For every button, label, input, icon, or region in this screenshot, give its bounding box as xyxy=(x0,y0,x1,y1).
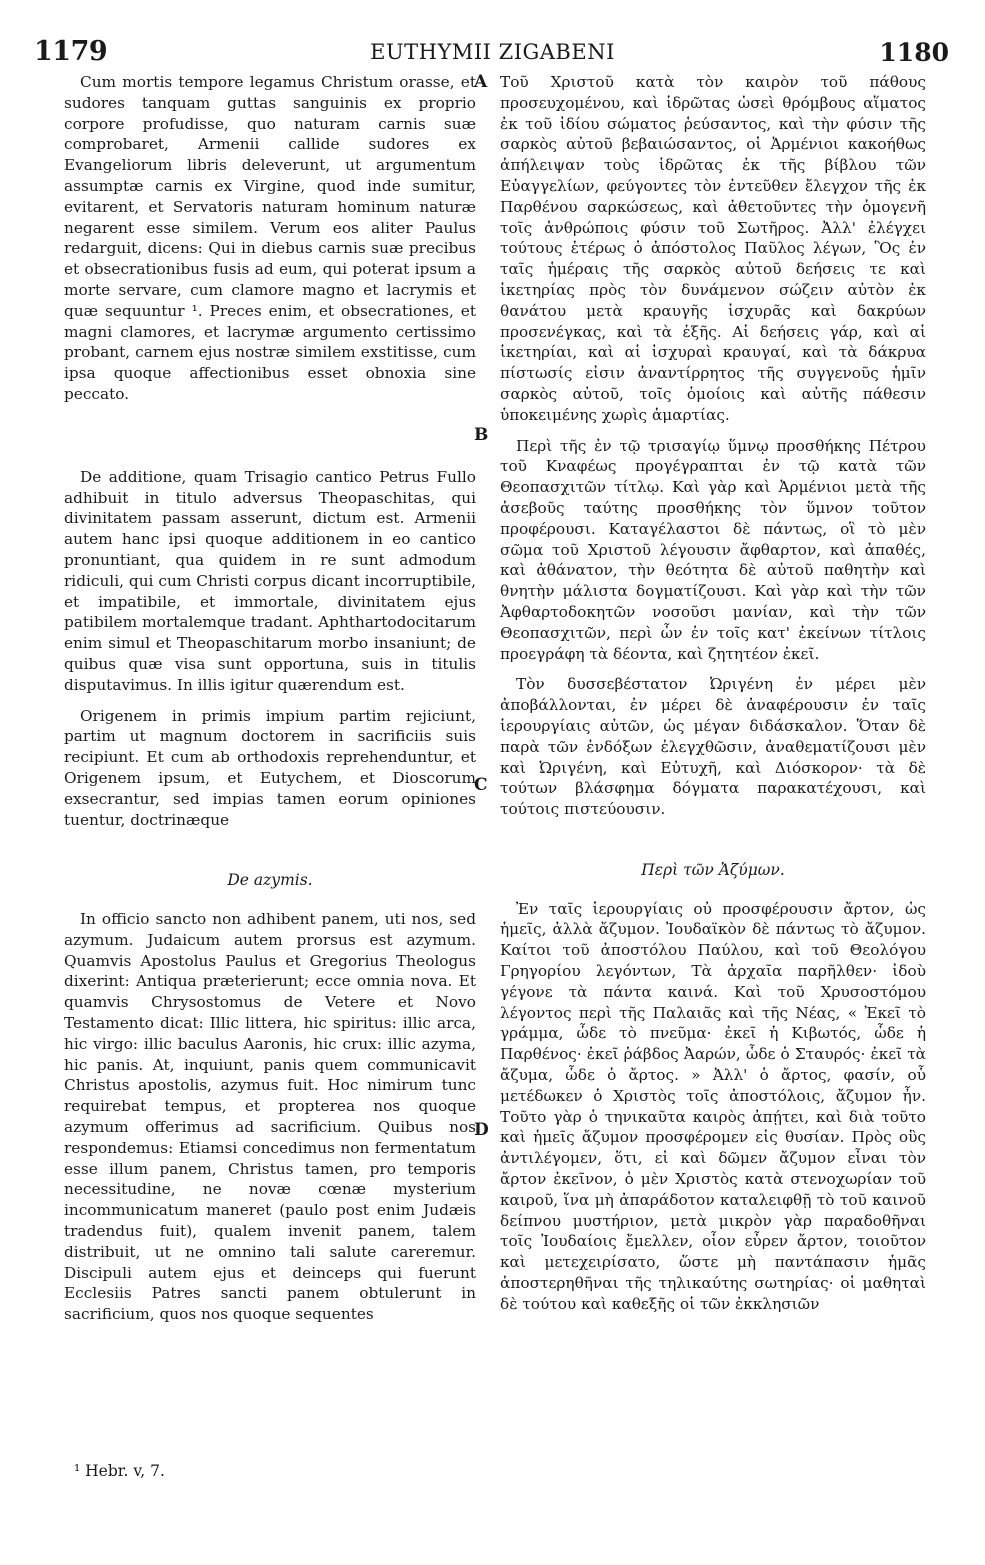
margin-marker-c: C xyxy=(474,775,488,795)
greek-section-heading: Περὶ τῶν Ἀζύμων. xyxy=(641,860,785,879)
greek-paragraph-trisagion: Περὶ τῆς ἐν τῷ τρισαγίῳ ὕμνῳ προσθήκης Πέτρου τοῦ Κναφέως προγέγραπται ἐν τῷ κατὰ τῶν Θεοπασχιτῶν τίτλῳ. Καὶ γὰρ καὶ Ἀρμένιοι μετὰ τῆς ἀσεβοῦς ταύτης προσθήκης τὸν ὕμνον τοῦτον προφέρουσι. Καταγέλαστοι δὲ πάντως, οἳ τὸ μὲν σῶμα τοῦ Χριστοῦ λέγουσιν ἄφθαρτον, καὶ ἀπαθές, καὶ ἀθάνατον, τὴν θεότητα δὲ αὐτοῦ παθητὴν καὶ θνητὴν μάλιστα δογματίζουσι. Καὶ γὰρ καὶ τὴν τῶν Ἀφθαρτοδοκητῶν νοσοῦσι μανίαν, καὶ τὴν τῶν Θεοπασχιτῶν, περὶ ὧν ἐν τοῖς κατ' ἐκείνων τίτλοις προεγράφη τὰ δέοντα, καὶ ζητητέον ἐκεῖ. xyxy=(500,436,926,663)
latin-paragraph-azymes: In officio sancto non adhibent panem, uti nos, sed azymum. Judaicum autem prorsus est azymum. Quamvis Apostolus Paulus et Gregorius Theologus dixerint: Antiqua præterierunt; ecce omnia nova. Et quamvis Chrysostomus de Vetere et Novo Testamento dicat: Illic littera, hic spiritus: illic arca, hic virgo: illic baculus Aaronis, hic crux: illic azyma, hic panis. At, inquiunt, panis quem communicavit Christus apostolis, azymus fuit. Hoc nimirum tunc requirebat tempus, et propterea nos quoque azymum offerimus ad sacrificium. Quibus nos respondemus: Etiamsi concedimus non fermentatum esse illum panem, Christus tamen, pro temporis necessitudine, ne novæ cœnæ mysterium incommunicatum maneret (paulo post enim Judæis tradendus fuit), qualem invenit panem, talem distribuit, ut ne omnino tali salute careremur. Discipuli autem ejus et deinceps qui fuerunt Ecclesiis Patres sancti panem obtulerunt in sacrificium, quos nos quoque sequentes xyxy=(64,910,476,1324)
left-column-number: 1179 xyxy=(34,36,108,67)
running-title: EUTHYMII ZIGABENI xyxy=(370,40,615,64)
latin-paragraph-trisagion: De additione, quam Trisagio cantico Petrus Fullo adhibuit in titulo adversus Theopaschitas, qui divinitatem passam asserunt, dictum est. Armenii autem hanc ipsi quoque additionem in eo cantico pronuntiant, qua quidem in re sunt admodum ridiculi, qui cum Christi corpus dicant incorruptibile, et impatibile, et immortale, divinitatem ejus patibilem mortalemque tradant. Aphthartodocitarum enim simul et Theopaschitarum morbo insaniunt; de quibus quæ visa sunt opportuna, suis in titulis disputavimus. In illis igitur quærendum est. xyxy=(64,467,476,694)
latin-column xyxy=(64,72,476,1325)
right-column-number: 1180 xyxy=(879,38,949,67)
margin-marker-d: D xyxy=(474,1120,489,1140)
page-header xyxy=(0,32,985,72)
latin-paragraph-sweat: Cum mortis tempore legamus Christum orasse, et sudores tanquam guttas sanguinis ex proprio corpore profudisse, quo naturam carnis suæ comprobaret, Armenii callide sudores ex Evangeliorum libris deleverunt, ut argumentum assumptæ carnis ex Virgine, quod inde sumitur, evitarent, et Servatoris naturam hominum naturæ negarent esse similem. Verum eos aliter Paulus redarguit, dicens: Qui in diebus carnis suæ precibus et obsecrationibus fusis ad eum, qui poterat ipsum a morte servare, cum clamore magno et lacrymis et quæ sequuntur ¹. Preces enim, et obsecrationes, et magni clamores, et lacrymæ argumento certissimo probant, carnem ejus nostræ similem exstitisse, cum ipsa quoque affectionibus esset obnoxia sine peccato. xyxy=(64,73,476,403)
latin-section-heading: De azymis. xyxy=(227,871,313,890)
latin-paragraph-origen: Origenem in primis impium partim rejiciunt, partim ut magnum doctorem in sacrificiis suis recipiunt. Et cum ab orthodoxis reprehenduntur, et Origenem ipsum, et Eutychem, et Dioscorum exsecrantur, sed impias tamen eorum opiniones tuentur, doctrinæque xyxy=(64,706,476,829)
footnote: ¹ Hebr. v, 7. xyxy=(74,1462,165,1480)
greek-column xyxy=(500,72,926,1315)
greek-paragraph-azymes: Ἐν ταῖς ἱερουργίαις οὐ προσφέρουσιν ἄρτον, ὡς ἡμεῖς, ἀλλὰ ἄζυμον. Ἰουδαϊκὸν δὲ πάντως τὸ ἄζυμον. Καίτοι τοῦ ἀποστόλου Παύλου, καὶ τοῦ Θεολόγου Γρηγορίου λεγόντων, Τὰ ἀρχαῖα παρῆλθεν· ἰδοὺ γέγονε τὰ πάντα καινά. Καὶ τοῦ Χρυσοστόμου λέγοντος περὶ τῆς Παλαιᾶς καὶ τῆς Νέας, « Ἐκεῖ τὸ γράμμα, ὧδε τὸ πνεῦμα· ἐκεῖ ἡ Κιβωτός, ὧδε ἡ Παρθένος· ἐκεῖ ῥάβδος Ἀαρών, ὧδε ὁ Σταυρός· ἐκεῖ τὰ ἄζυμα, ὧδε ὁ ἄρτος. » Ἀλλ' ὁ ἄρτος, φασίν, οὗ μετέδωκεν ὁ Χριστὸς τοῖς ἀποστόλοις, ἄζυμον ἦν. Τοῦτο γὰρ ὁ τηνικαῦτα καιρὸς ἀπῄτει, καὶ διὰ τοῦτο καὶ ἡμεῖς ἄζυμον προσφέρομεν εἰς θυσίαν. Πρὸς οὓς ἀντιλέγομεν, ὅτι, εἰ καὶ δῶμεν ἄζυμον εἶναι τὸν ἄρτον ἐκεῖνον, ὁ μὲν Χριστὸς κατὰ στενοχωρίαν τοῦ καιροῦ, ἵνα μὴ ἀπαράδοτον καταλειφθῇ τὸ τοῦ καινοῦ δείπνου μυστήριον, μετὰ μικρὸν γὰρ παραδοθῆναι τοῖς Ἰουδαίοις ἔμελλεν, οἷον εὗρεν ἄρτον, τοιοῦτον καὶ μετεχειρίσατο, ὥστε μὴ παντάπασιν ἡμᾶς ἀποστερηθῆναι τῆς τηλικαύτης σωτηρίας· οἱ μαθηταὶ δὲ τούτου καὶ καθεξῆς οἱ τῶν ἐκκλησιῶν xyxy=(500,899,926,1313)
greek-paragraph-sweat: Τοῦ Χριστοῦ κατὰ τὸν καιρὸν τοῦ πάθους προσευχομένου, καὶ ἱδρῶτας ὡσεὶ θρόμβους αἵματος ἐκ τοῦ ἰδίου σώματος ῥεύσαντος, καὶ τὴν φύσιν τῆς σαρκὸς αὐτοῦ βεβαιώσαντος, οἱ Ἀρμένιοι κακοήθως ἀπήλειψαν τοὺς ἱδρῶτας ἐκ τῆς βίβλου τῶν Εὐαγγελίων, φεύγοντες τὸν ἐντεῦθεν ἔλεγχον τῆς ἐκ Παρθένου σαρκώσεως, καὶ ἀθετοῦντες τὴν ὁμογενῆ τοῖς ἀνθρώποις φύσιν τοῦ Σωτῆρος. Ἀλλ' ἐλέγχει τούτους ἑτέρως ὁ ἀπόστολος Παῦλος λέγων, Ὃς ἐν ταῖς ἡμέραις τῆς σαρκὸς αὐτοῦ δεήσεις τε καὶ ἱκετηρίας πρὸς τὸν δυνάμενον σώζειν αὐτὸν ἐκ θανάτου μετὰ κραυγῆς ἰσχυρᾶς καὶ δακρύων προσενέγκας, καὶ τὰ ἑξῆς. Αἱ δεήσεις γάρ, καὶ αἱ ἱκετηρίαι, καὶ αἱ ἰσχυραὶ κραυγαί, καὶ τὰ δάκρυα πίστωσίς εἰσιν ἀναντίρρητος τῆς συγγενοῦς ἡμῖν σαρκὸς αὐτοῦ, τοῖς ὁμοίοις καὶ αὐτῆς πάθεσιν ὑποκειμένης χωρὶς ἁμαρτίας. xyxy=(500,73,926,424)
margin-marker-b: B xyxy=(474,425,489,445)
margin-marker-a: A xyxy=(474,72,488,92)
greek-paragraph-origen: Τὸν δυσσεβέστατον Ὠριγένη ἐν μέρει μὲν ἀποβάλλονται, ἐν μέρει δὲ ἀναφέρουσιν ἐν ταῖς ἱερουργίαις αὐτῶν, ὡς μέγαν διδάσκαλον. Ὅταν δὲ παρὰ τῶν ἐνδόξων ἐλεγχθῶσιν, ἀναθεματίζουσι μὲν καὶ Ὠριγένη, καὶ Εὐτυχῆ, καὶ Διόσκορον· τὰ δὲ τούτων βλάσφημα δόγματα παρακατέχουσι, καὶ τούτοις πιστεύουσιν. xyxy=(500,675,926,819)
